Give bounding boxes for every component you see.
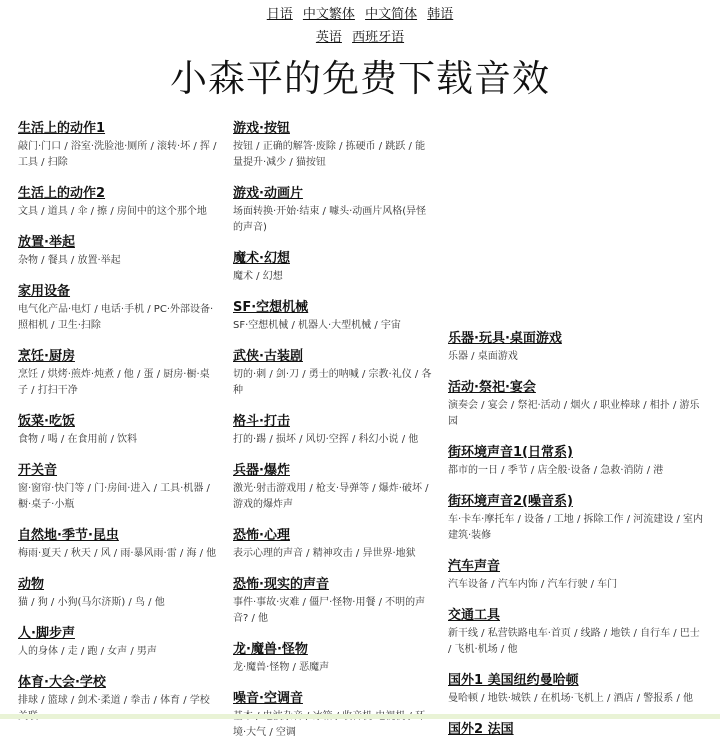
category-block [448, 558, 703, 593]
category-subitems: 境·大气 / 空调 [233, 727, 296, 738]
category-title-link[interactable]: 龙·魔兽·怪物 [233, 642, 308, 657]
category-title-link[interactable]: 自然地·季节·昆虫 [18, 528, 119, 543]
category-subitems: 激光·射击游戏用 / 枪支·导弹等 / 爆炸·破坏 / 游戏的爆炸声 [233, 483, 429, 510]
category-title-link[interactable]: 交通工具 [448, 608, 501, 623]
category-title-link[interactable]: 生活上的动作1 [18, 121, 106, 136]
category-title-link[interactable]: 国外2 法国 [448, 722, 514, 737]
lang-link-traditional-chinese[interactable]: 中文繁体 [302, 7, 355, 22]
language-switcher [0, 0, 720, 49]
category-title-link[interactable]: 汽车声音 [448, 559, 501, 574]
category-block [233, 250, 433, 285]
category-block [448, 330, 703, 365]
category-block [448, 379, 703, 430]
category-block [233, 120, 433, 171]
category-column-2 [233, 120, 433, 755]
category-subitems: 表示心理的声音 / 精神攻击 / 异世界·地狱 [233, 548, 416, 559]
category-subitems: 新干线 / 私营铁路电车·首页 / 线路 / 地铁 / 自行车 / 巴士 / 飞机·机场 / 他 [448, 628, 700, 655]
category-block [233, 462, 433, 513]
bottom-strip [0, 714, 720, 719]
category-block [18, 120, 218, 171]
category-subitems: 梅雨·夏天 / 秋天 / 风 / 雨·暴风雨·雷 / 海 / 他 [18, 548, 217, 559]
category-title-link[interactable]: 游戏·动画片 [233, 186, 303, 201]
category-subitems: 排球 / 篮球 / 剑术·柔道 / 拳击 / 体育 / 学校 [18, 695, 210, 706]
category-subitems: 电气化产品·电灯 / 电话·手机 / PC·外部设备·照相机 / 卫生·扫除 [18, 304, 214, 331]
category-title-link[interactable]: 体育·大会·学校 [18, 675, 106, 690]
category-block [448, 493, 703, 544]
category-title-link[interactable]: 家用设备 [18, 284, 71, 299]
category-subitems: 汽车设备 / 汽车内饰 / 汽车行驶 / 车门 [448, 579, 618, 590]
category-title-link[interactable]: 噪音·空调音 [233, 691, 303, 706]
category-subitems: 敲门·门口 / 浴室·洗脸池·厕所 / 滚转·坏 / 挥 / 工具 / 扫除 [18, 141, 217, 168]
category-subitems: 按钮 / 正确的解答·废除 / 拣硬币 / 跳跃 / 能量提升·减少 / 猫按钮 [233, 141, 426, 168]
category-block [18, 462, 218, 513]
language-row-1 [0, 3, 720, 26]
category-block [18, 348, 218, 399]
category-subitems: 曼哈顿 / 地铁·城铁 / 在机场·飞机上 / 酒店 / 警报系 / 他 [448, 693, 693, 704]
category-block [233, 299, 433, 334]
category-subitems: 切的·刺 / 剑·刀 / 勇士的呐喊 / 宗教·礼仪 / 各种 [233, 369, 432, 396]
lang-link-spanish[interactable]: 西班牙语 [352, 30, 405, 45]
category-block [233, 641, 433, 676]
lang-link-korean[interactable]: 韩语 [427, 7, 454, 22]
category-title-link[interactable]: 街环境声音2(噪音系) [448, 494, 573, 509]
category-title-link[interactable]: 国外1 美国纽约曼哈顿 [448, 673, 579, 688]
category-block [233, 576, 433, 627]
category-column-3 [448, 330, 703, 752]
category-subitems: 猫 / 狗 / 小狗(马尔济斯) / 鸟 / 他 [18, 597, 165, 608]
lang-link-simplified-chinese[interactable]: 中文简体 [365, 7, 418, 22]
category-subitems: 车·卡车·摩托车 / 设备 / 工地 / 拆除工作 / 河流建设 / 室内建筑·装修 [448, 514, 703, 541]
category-block [18, 185, 218, 220]
category-subitems: 烹饪 / 烘烤·煎炸·炖煮 / 他 / 蛋 / 厨房·橱·桌子 / 打扫干净 [18, 369, 210, 396]
category-block [18, 527, 218, 562]
category-subitems: 都市的一日 / 季节 / 店全般·设备 / 急救·消防 / 港 [448, 465, 664, 476]
category-block [233, 527, 433, 562]
category-subitems: 打的·踢 / 损坏 / 风切·空挥 / 科幻小说 / 他 [233, 434, 419, 445]
category-title-link[interactable]: 恐怖·现实的声音 [233, 577, 329, 592]
category-subitems: 龙·魔兽·怪物 / 恶魔声 [233, 662, 330, 673]
language-row-2 [0, 26, 720, 49]
lang-link-japanese[interactable]: 日语 [266, 7, 293, 22]
category-title-link[interactable]: 放置·举起 [18, 235, 75, 250]
category-subitems: 乐器 / 桌面游戏 [448, 351, 518, 362]
category-title-link[interactable]: 乐器·玩具·桌面游戏 [448, 331, 562, 346]
category-title-link[interactable]: 饭菜·吃饭 [18, 414, 75, 429]
lang-link-english[interactable]: 英语 [315, 30, 342, 45]
category-block [18, 625, 218, 660]
category-block [18, 413, 218, 448]
category-title-link[interactable]: 兵器·爆炸 [233, 463, 290, 478]
category-block [233, 185, 433, 236]
category-block [18, 283, 218, 334]
category-title-link[interactable]: 游戏·按钮 [233, 121, 290, 136]
category-subitems: 杂物 / 餐具 / 放置·举起 [18, 255, 121, 266]
category-title-link[interactable]: 恐怖·心理 [233, 528, 290, 543]
category-title-link[interactable]: 街环境声音1(日常系) [448, 445, 573, 460]
category-block [448, 607, 703, 658]
category-subitems: 演奏会 / 宴会 / 祭祀·活动 / 烟火 / 职业棒球 / 相扑 / 游乐园 [448, 400, 700, 427]
category-title-link[interactable]: 开关音 [18, 463, 58, 478]
category-title-link[interactable]: 生活上的动作2 [18, 186, 106, 201]
category-title-link[interactable]: 烹饪·厨房 [18, 349, 75, 364]
category-block [233, 413, 433, 448]
category-title-link[interactable]: SF·空想机械 [233, 300, 309, 315]
category-title-link[interactable]: 魔术·幻想 [233, 251, 290, 266]
category-block [233, 348, 433, 399]
page-title: 小森平的免费下载音效 [170, 57, 550, 100]
category-title-link[interactable]: 动物 [18, 577, 45, 592]
category-subitems: 文具 / 道具 / 伞 / 擦 / 房间中的这个那个地 [18, 206, 207, 217]
category-subitems: 人的身体 / 走 / 跑 / 女声 / 男声 [18, 646, 157, 657]
category-title-link[interactable]: 活动·祭祀·宴会 [448, 380, 536, 395]
category-subitems: 事件·事故·灾难 / 僵尸·怪物·用餐 / 不明的声音? / 他 [233, 597, 426, 624]
category-subitems: 魔术 / 幻想 [233, 271, 283, 282]
category-block [448, 672, 703, 707]
category-block [18, 576, 218, 611]
category-block [18, 234, 218, 269]
category-title-link[interactable]: 格斗·打击 [233, 414, 290, 429]
category-block [448, 444, 703, 479]
category-subitems: 食物 / 喝 / 在食用前 / 饮料 [18, 434, 138, 445]
category-subitems: SF·空想机械 / 机器人·大型机械 / 宇宙 [233, 320, 401, 331]
category-title-link[interactable]: 武侠·古装剧 [233, 349, 303, 364]
category-title-link[interactable]: 人·脚步声 [18, 626, 75, 641]
category-block [448, 721, 703, 738]
category-subitems: 窗·窗帘·快门等 / 门·房间·进入 / 工具·机器 / 橱·桌子·小瓶 [18, 483, 210, 510]
category-subitems: 场面转换·开始·结束 / 噱头·动画片风格(异怪的声音) [233, 206, 427, 233]
category-column-1 [18, 120, 218, 739]
